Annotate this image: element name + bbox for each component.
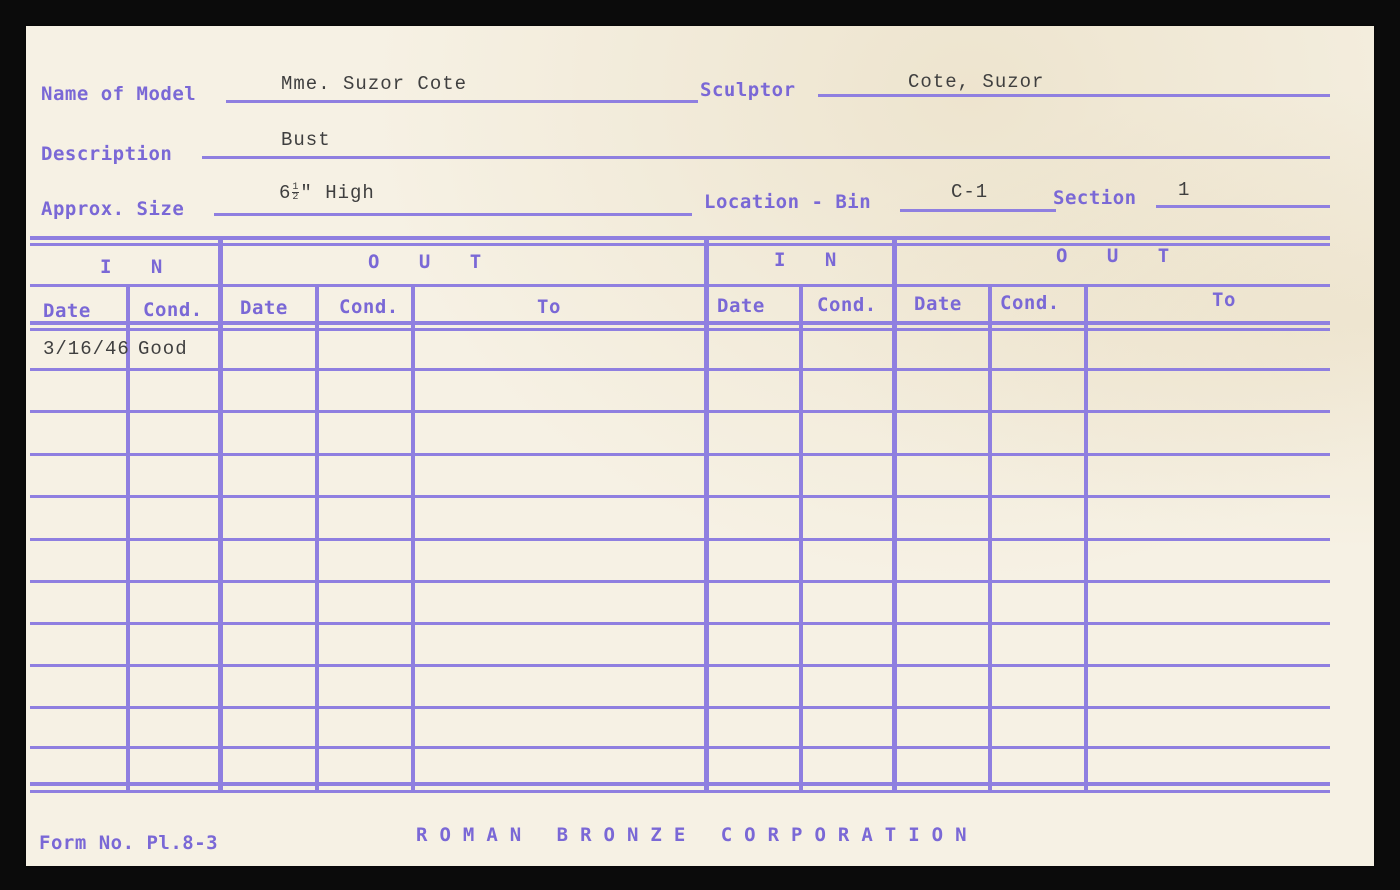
model-name-value: Mme. Suzor Cote	[281, 73, 468, 95]
entry-in-cond: Good	[138, 338, 188, 360]
col-in-date-left: Date	[43, 300, 91, 322]
table-top-rule	[30, 236, 1330, 240]
row-rule-3	[30, 453, 1330, 456]
sculptor-value: Cote, Suzor	[908, 71, 1045, 93]
column-header-rule	[30, 321, 1330, 325]
bin-rule	[900, 209, 1056, 212]
entry-in-date: 3/16/46	[43, 338, 130, 360]
row-rule-10	[30, 746, 1330, 749]
approx-size-rule	[214, 213, 692, 216]
size-value	[279, 182, 375, 204]
in-header-left: I N	[100, 256, 177, 278]
name-of-model-label: Name of Model	[41, 83, 197, 105]
table-bottom-rule-2	[30, 790, 1330, 793]
col-out-cond-left: Cond.	[339, 296, 399, 318]
size-rest: " High	[300, 182, 375, 204]
size-frac-num: 1	[292, 182, 300, 194]
out-header-left: O U T	[368, 251, 496, 273]
vrule-out-cond-to-left	[411, 284, 415, 792]
table-bottom-rule	[30, 782, 1330, 786]
vrule-in-date-cond-right	[799, 284, 803, 792]
catalog-card	[26, 26, 1374, 866]
row-rule-2	[30, 410, 1330, 413]
vrule-in-date-cond-left	[126, 284, 130, 792]
approx-size-label: Approx. Size	[41, 198, 185, 220]
bin-value: C-1	[951, 181, 989, 203]
size-whole: 6	[279, 182, 292, 204]
group-header-rule	[30, 284, 1330, 287]
row-rule-6	[30, 580, 1330, 583]
vrule-in-out-right	[892, 236, 897, 792]
vrule-out-cond-to-right	[1084, 284, 1088, 792]
out-header-right: O U T	[1056, 245, 1184, 267]
vrule-out-date-cond-right	[988, 284, 992, 792]
in-header-right: I N	[774, 249, 851, 271]
size-fraction	[292, 183, 299, 202]
col-out-date-left: Date	[240, 297, 288, 319]
company-name: ROMAN BRONZE CORPORATION	[416, 824, 979, 846]
form-number: Form No. Pl.8-3	[39, 832, 219, 854]
row-rule-9	[30, 706, 1330, 709]
row-rule-4	[30, 495, 1330, 498]
description-value: Bust	[281, 129, 331, 151]
row-rule-5	[30, 538, 1330, 541]
sculptor-label: Sculptor	[700, 79, 796, 101]
location-bin-label: Location - Bin	[704, 191, 872, 213]
col-out-to-right: To	[1212, 289, 1236, 311]
row-rule-8	[30, 664, 1330, 667]
section-rule	[1156, 205, 1330, 208]
vrule-out-date-cond-left	[315, 284, 319, 792]
vrule-center	[704, 236, 709, 792]
section-value: 1	[1178, 179, 1191, 201]
col-out-to-left: To	[537, 296, 561, 318]
name-of-model-rule	[226, 100, 698, 103]
col-in-cond-right: Cond.	[817, 294, 877, 316]
column-header-rule-2	[30, 328, 1330, 331]
sculptor-rule	[818, 94, 1330, 97]
col-out-cond-right: Cond.	[1000, 292, 1060, 314]
col-in-date-right: Date	[717, 295, 765, 317]
section-label: Section	[1053, 187, 1137, 209]
col-in-cond-left: Cond.	[143, 299, 203, 321]
size-frac-den: 2	[292, 192, 300, 204]
row-rule-1	[30, 368, 1330, 371]
row-rule-7	[30, 622, 1330, 625]
description-rule	[202, 156, 1330, 159]
description-label: Description	[41, 143, 173, 165]
vrule-in-out-left	[218, 236, 223, 792]
col-out-date-right: Date	[914, 293, 962, 315]
